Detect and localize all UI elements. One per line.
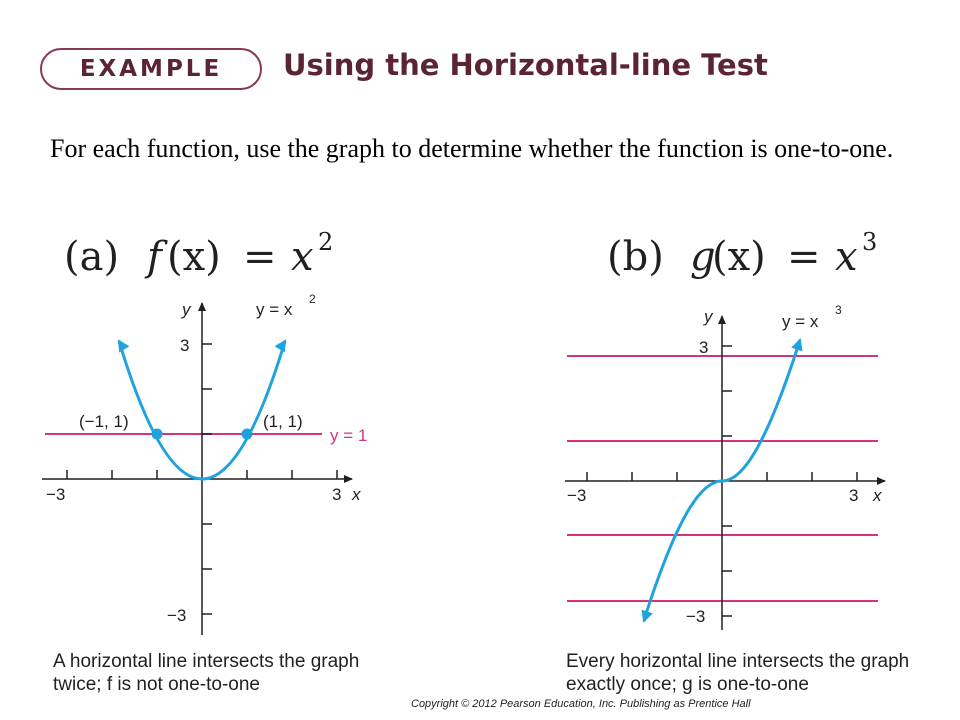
panel-b-fn-var: (x) (712, 234, 766, 280)
point-right-label: (1, 1) (263, 412, 303, 431)
cubic-arrow-top (797, 340, 800, 349)
x-tick-neg3: −3 (567, 486, 587, 505)
y-tick-pos3: 3 (180, 336, 190, 355)
intro-text: For each function, use the graph to determine whether the function is one-to-one. (50, 134, 894, 163)
example-badge: EXAMPLE (40, 48, 262, 90)
graph-b (565, 303, 885, 630)
y-tick-pos3: 3 (699, 338, 709, 357)
caption-a-line1: A horizontal line intersects the graph (53, 651, 360, 672)
curve-label-exp: 3 (835, 303, 842, 317)
graph-a (42, 292, 367, 635)
y-tick-neg3: −3 (167, 606, 187, 625)
point-neg1-1 (152, 429, 163, 440)
panel-b-fn-name: g (690, 234, 716, 280)
panel-b-title (607, 228, 877, 280)
panel-b-exponent: 3 (862, 228, 878, 256)
panel-a-exponent: 2 (318, 228, 334, 256)
copyright-notice: Copyright © 2012 Pearson Education, Inc. Publishing as Prentice Hall (411, 698, 751, 710)
y-axis-label: y (182, 300, 191, 319)
x-tick-pos3: 3 (332, 485, 342, 504)
x-axis-label: x (352, 485, 361, 504)
caption-a (53, 650, 359, 696)
panel-a-rhs: x (291, 234, 314, 280)
point-left-label: (−1, 1) (79, 412, 129, 431)
x-tick-neg3: −3 (46, 485, 66, 504)
panel-a-fn-name: f (147, 234, 162, 280)
panel-b-prefix: (b) (607, 234, 664, 280)
hline-label: y = 1 (330, 426, 368, 445)
point-1-1 (242, 429, 253, 440)
y-axis-label: y (704, 307, 713, 326)
caption-b-line2: exactly once; g is one-to-one (566, 674, 809, 695)
curve-label-exp: 2 (309, 292, 316, 306)
x-tick-pos3: 3 (849, 486, 859, 505)
caption-b-line1: Every horizontal line intersects the graph (566, 651, 910, 672)
curve-label: y = x (782, 312, 819, 331)
y-tick-neg3: −3 (686, 607, 706, 626)
caption-a-line2: twice; f is not one-to-one (53, 674, 260, 695)
panel-b-rhs: x (835, 234, 858, 280)
panel-a-equals: = (243, 234, 277, 280)
panel-a-title (64, 228, 333, 280)
panel-a-fn-var: (x) (167, 234, 221, 280)
caption-b (566, 650, 909, 696)
curve-label: y = x (256, 300, 293, 319)
x-axis-label: x (873, 486, 882, 505)
panel-b-equals: = (787, 234, 821, 280)
cubic-arrow-bottom (644, 612, 647, 621)
panel-a-prefix: (a) (64, 234, 120, 280)
page-title: Using the Horizontal-line Test (283, 48, 768, 82)
